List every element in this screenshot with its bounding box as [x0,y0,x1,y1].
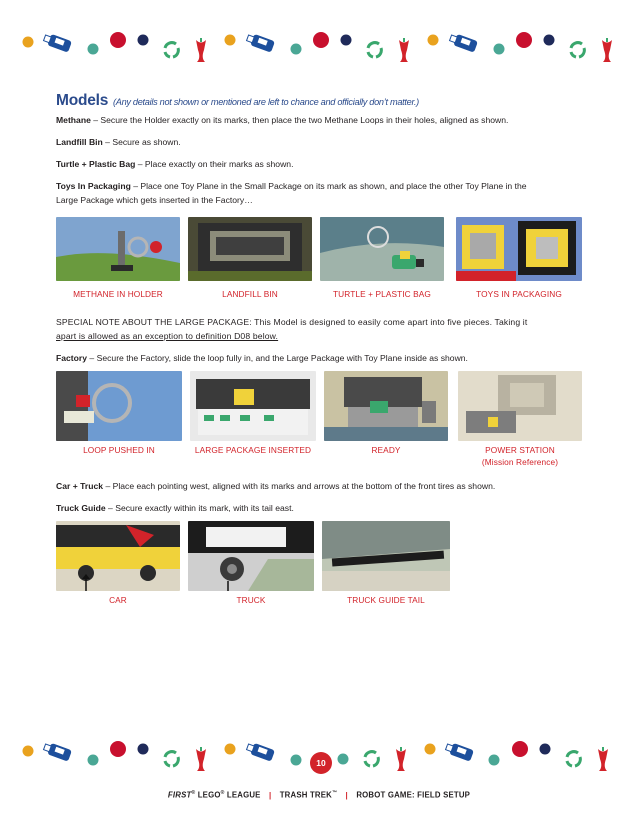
caption-toys-in-packaging: TOYS IN PACKAGING [476,289,562,299]
methane-holder-photo [56,217,180,281]
caption-loop-pushed-in: LOOP PUSHED IN [83,445,155,455]
factory-label: Factory [56,353,88,363]
ready-photo [324,371,448,441]
toys-text-continued: Large Package which gets inserted in the Factory… [56,195,253,205]
recycle-icon [571,43,584,57]
truck-guide-label: Truck Guide [56,503,106,513]
section-subtitle: (Any details not shown or mentioned are left to chance and officially don’t matter.) [112,97,419,107]
page-content [56,94,582,621]
bottle-icon [445,741,474,762]
teal-dot-icon [88,44,99,55]
factory-instruction [56,351,582,365]
car-truck-text: – Place each pointing west, aligned with its marks and arrows at the bottom of the front tires as shown. [103,481,496,491]
large-package-inserted-photo [190,371,316,441]
bottle-icon [43,32,72,53]
toys-text: – Place one Toy Plane in the Small Package on its mark as shown, and place the other Toy Plane in the [130,181,527,191]
turtle-instruction [56,157,582,171]
decor-set-2 [246,32,439,62]
truck-guide-text: – Secure exactly within its mark, with its tail east. [105,503,294,513]
apple-core-icon [598,747,608,771]
recycle-icon [165,752,178,766]
caption-car: CAR [109,595,127,605]
apple-core-icon [396,747,406,771]
bottle-icon [246,741,275,762]
caption-turtle-plastic-bag: TURTLE + PLASTIC BAG [333,289,431,299]
page-footer: FIRST® LEGO® LEAGUE | TRASH TREK™ | ROBOT GAME: FIELD SETUP [167,790,471,800]
decor-set-b1 [23,741,302,771]
bottle-icon [43,741,72,762]
footer-first: FIRST [167,790,192,800]
turtle-text: – Place exactly on their marks as shown. [135,159,294,169]
section-title: Models [56,92,109,109]
photo-row-1 [56,217,582,289]
special-note-underlined-1: Taking it [494,317,528,327]
caption-truck: TRUCK [236,595,266,605]
photo-row-2 [56,371,582,445]
bottle-icon [246,32,275,53]
car-photo [56,521,180,591]
power-station-photo [458,371,582,441]
special-note-underlined-2: apart is allowed as an exception to definition D08 below. [56,331,279,341]
recycle-icon [567,752,580,766]
landfill-instruction [56,135,582,149]
bottle-icon [449,32,478,53]
gold-dot-icon [225,35,236,46]
methane-label: Methane [56,115,91,125]
decorative-header-band [0,26,638,66]
caption-ready: READY [371,445,401,455]
decor-set-b2 [338,741,609,771]
red-dot-icon [110,32,126,48]
caption-row-2 [56,445,582,471]
photo-row-3 [56,521,582,595]
turtle-label: Turtle + Plastic Bag [56,159,136,169]
footer-trash-trek: TRASH TREK [279,790,332,800]
footer-tm: ™ [331,790,338,796]
methane-text: – Secure the Holder exactly on its marks, then place the two Methane Loops in their holes, aligned as shown. [90,115,509,125]
special-note-text: SPECIAL NOTE ABOUT THE LARGE PACKAGE: This Model is designed to easily come apart into five pieces. [56,317,495,327]
recycle-icon [365,752,378,766]
apple-core-icon [602,38,612,62]
turtle-bag-photo [320,217,444,281]
toys-instruction [56,179,582,207]
caption-large-package-inserted: LARGE PACKAGE INSERTED [194,445,312,455]
landfill-bin-photo [188,217,312,281]
recycle-icon [368,43,381,57]
car-truck-label: Car + Truck [56,481,104,491]
truck-photo [188,521,314,591]
special-note [56,315,582,343]
recycle-icon [165,43,178,57]
caption-row-1 [56,289,582,303]
caption-mission-reference: (Mission Reference) [481,457,559,467]
caption-truck-guide-tail: TRUCK GUIDE TAIL [347,595,425,605]
car-truck-instruction [56,479,582,493]
apple-core-icon [196,747,206,771]
footer-separator: | [268,790,272,800]
caption-row-3 [56,595,582,609]
caption-landfill-bin: LANDFILL BIN [222,289,278,299]
landfill-label: Landfill Bin [56,137,103,147]
truck-guide-instruction [56,501,582,515]
landfill-text: – Secure as shown. [102,137,181,147]
navy-dot-icon [138,35,149,46]
truck-guide-tail-photo [322,521,450,591]
loop-pushed-in-photo [56,371,182,441]
apple-core-icon [196,38,206,62]
footer-lego: LEGO [197,790,221,800]
toys-packaging-photo [456,217,582,281]
caption-methane-in-holder: METHANE IN HOLDER [73,289,163,299]
section-heading [56,94,582,110]
page-number-badge: 10 [310,752,332,774]
footer-league: LEAGUE [226,790,261,800]
methane-instruction [56,113,582,127]
apple-core-icon [399,38,409,62]
gold-dot-icon [23,37,34,48]
footer-separator: | [345,790,348,800]
factory-text: – Secure the Factory, slide the loop fully in, and the Large Package with Toy Plane inside as shown. [87,353,468,363]
caption-power-station: POWER STATION [485,445,555,455]
toys-label: Toys In Packaging [56,181,131,191]
footer-robot-game: ROBOT GAME: FIELD SETUP [356,790,471,800]
decor-set-3 [449,32,612,62]
decor-set-1 [23,32,236,62]
